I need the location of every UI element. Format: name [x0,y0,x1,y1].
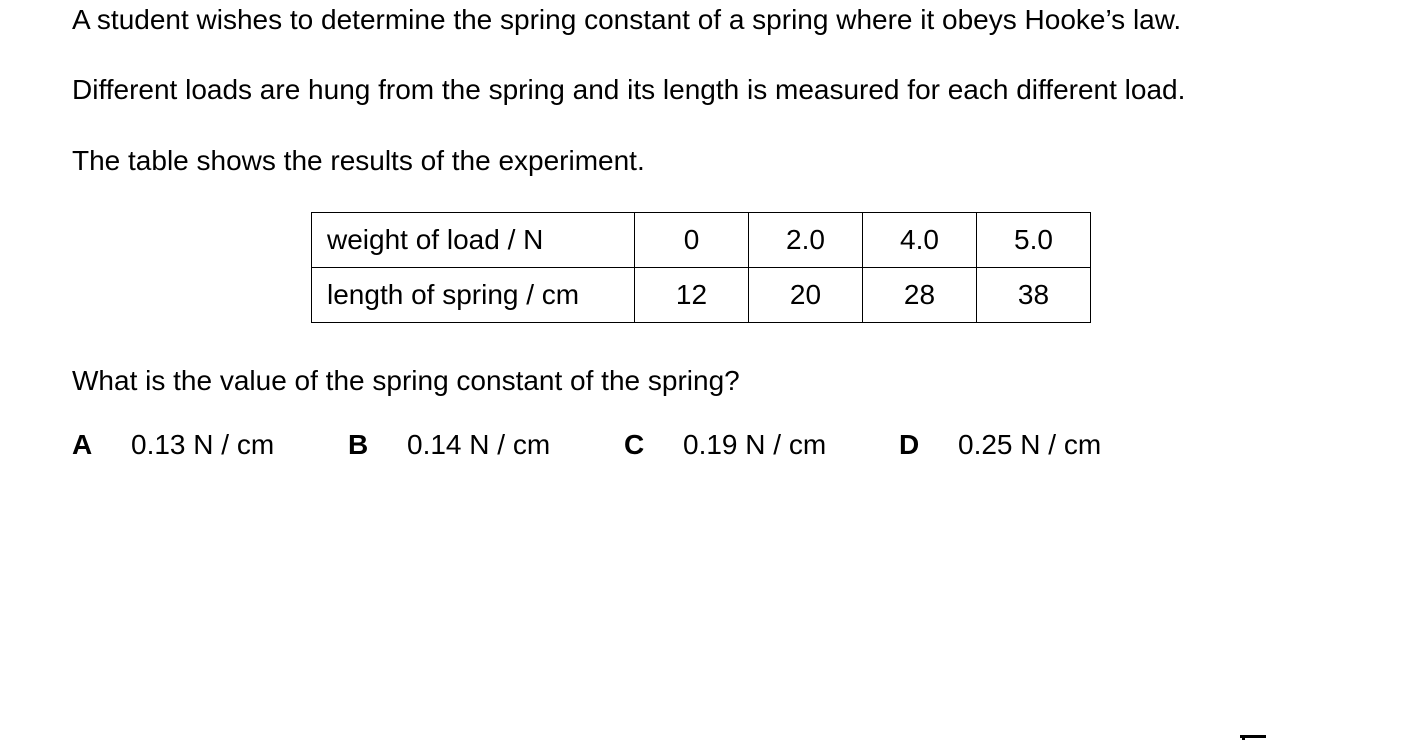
option-answer: 0.13 N / cm [131,429,275,460]
results-table [311,212,1091,323]
table-cell: 2.0 [749,213,863,268]
table-cell: 0 [635,213,749,268]
table-cell: 5.0 [977,213,1091,268]
table-row-weight [312,213,1091,268]
table-row-length [312,268,1091,323]
option-letter: A [72,429,93,460]
mark-stroke-vertical [1242,735,1245,740]
table-cell: 12 [635,268,749,323]
intro-line-2: Different loads are hung from the spring and its length is measured for each different load. [72,74,1186,105]
option-c[interactable] [624,428,827,462]
table-cell: 38 [977,268,1091,323]
option-d[interactable] [899,428,1102,462]
table-cell: 4.0 [863,213,977,268]
cropped-mark-fragment [1240,733,1268,740]
option-answer: 0.14 N / cm [407,429,551,460]
option-letter: D [899,429,920,460]
table-cell: 20 [749,268,863,323]
table-cell: 28 [863,268,977,323]
question-text: What is the value of the spring constant of the spring? [72,365,740,396]
intro-line-3: The table shows the results of the experiment. [72,145,645,176]
option-letter: B [348,429,369,460]
option-a[interactable] [72,428,275,462]
option-answer: 0.19 N / cm [683,429,827,460]
row-label-length: length of spring / cm [312,268,635,323]
option-b[interactable] [348,428,551,462]
option-letter: C [624,429,645,460]
option-answer: 0.25 N / cm [958,429,1102,460]
row-label-weight: weight of load / N [312,213,635,268]
intro-line-1: A student wishes to determine the spring constant of a spring where it obeys Hooke’s law. [72,4,1182,35]
